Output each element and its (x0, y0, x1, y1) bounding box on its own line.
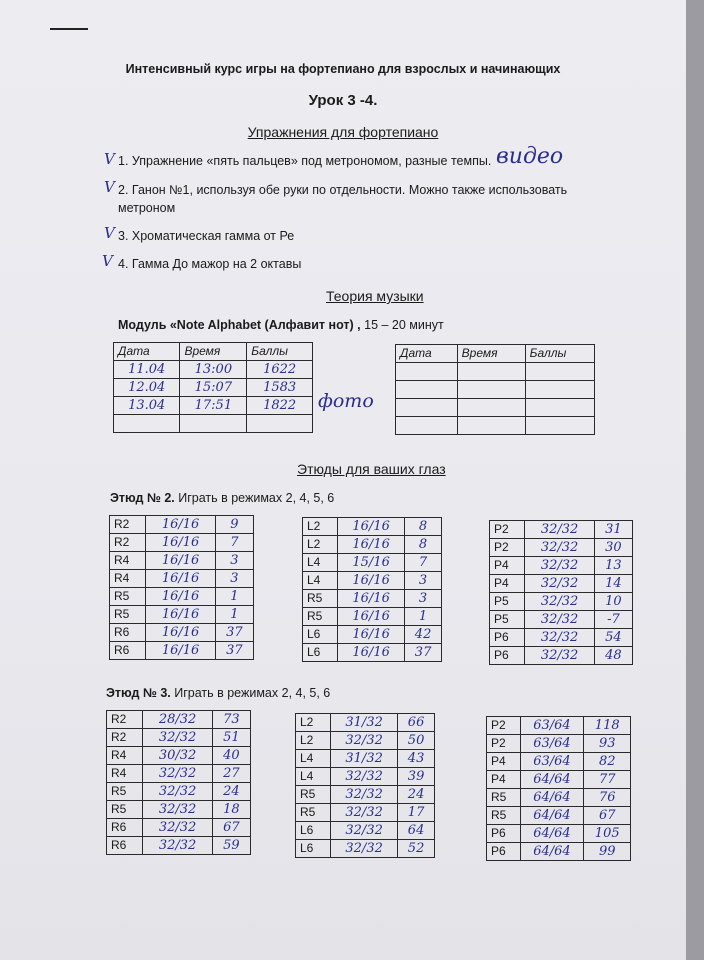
mode-cell: R5 (107, 801, 143, 819)
table-cell: 1622 (247, 361, 313, 379)
accuracy-cell: 16/16 (338, 572, 405, 590)
accuracy-cell: 16/16 (146, 606, 215, 624)
accuracy-cell: 63/64 (520, 735, 584, 753)
table-row (487, 753, 631, 771)
score-cell: 10 (594, 593, 632, 611)
score-cell: 7 (215, 534, 253, 552)
table-row (487, 717, 631, 735)
mode-cell: P2 (490, 539, 525, 557)
score-cell: 77 (584, 771, 631, 789)
table-row (107, 819, 251, 837)
mode-cell: R5 (303, 608, 338, 626)
mode-cell: L4 (303, 554, 338, 572)
mode-cell: P6 (487, 825, 521, 843)
mode-cell: R2 (110, 534, 146, 552)
accuracy-cell: 32/32 (331, 840, 398, 858)
table-cell (396, 417, 458, 435)
score-cell: 30 (594, 539, 632, 557)
theory-score-table-2 (395, 344, 595, 435)
etude-2-table-right-hand (109, 515, 254, 660)
mode-cell: R2 (107, 729, 143, 747)
accuracy-cell: 32/32 (143, 837, 212, 855)
accuracy-cell: 64/64 (520, 789, 584, 807)
accuracy-cell: 64/64 (520, 843, 584, 861)
accuracy-cell: 31/32 (331, 750, 398, 768)
mode-cell: R2 (107, 711, 143, 729)
mode-cell: P5 (490, 611, 525, 629)
score-cell: 99 (584, 843, 631, 861)
score-cell: 3 (215, 552, 253, 570)
table-cell: 13.04 (114, 397, 180, 415)
table-row (487, 771, 631, 789)
mode-cell: R6 (110, 642, 146, 660)
mode-cell: L6 (303, 644, 338, 662)
accuracy-cell: 16/16 (146, 642, 215, 660)
score-cell: 3 (215, 570, 253, 588)
mode-cell: P4 (490, 557, 525, 575)
mode-cell: R4 (110, 570, 146, 588)
mode-cell: L2 (296, 732, 331, 750)
score-cell: 13 (594, 557, 632, 575)
table-row (296, 732, 435, 750)
mode-cell: L2 (303, 518, 338, 536)
score-cell: 37 (215, 642, 253, 660)
accuracy-cell: 15/16 (338, 554, 405, 572)
mode-cell: R4 (107, 765, 143, 783)
mode-cell: R5 (107, 783, 143, 801)
score-cell: 7 (405, 554, 442, 572)
mode-cell: P5 (490, 593, 525, 611)
table-row (107, 711, 251, 729)
table-row (303, 626, 442, 644)
etudes-heading: Этюды для ваших глаз (297, 461, 446, 477)
accuracy-cell: 16/16 (338, 590, 405, 608)
table-row (490, 593, 633, 611)
score-cell: 43 (398, 750, 435, 768)
score-cell: 93 (584, 735, 631, 753)
table-row (487, 807, 631, 825)
table-row (296, 786, 435, 804)
etude-3-table-both-hands (486, 716, 631, 861)
etude-3-title-bold: Этюд № 3. (106, 686, 171, 700)
score-cell: 1 (215, 606, 253, 624)
table-row (490, 539, 633, 557)
exercise-item-4: 4. Гамма До мажор на 2 октавы (118, 257, 302, 271)
accuracy-cell: 32/32 (331, 822, 398, 840)
exercises-heading: Упражнения для фортепиано (247, 124, 439, 140)
table-row (114, 379, 313, 397)
score-cell: 9 (215, 516, 253, 534)
mode-cell: R2 (110, 516, 146, 534)
score-cell: 50 (398, 732, 435, 750)
accuracy-cell: 32/32 (525, 647, 594, 665)
score-cell: 1 (215, 588, 253, 606)
table-row (107, 729, 251, 747)
table-row (396, 417, 595, 435)
accuracy-cell: 32/32 (143, 729, 212, 747)
accuracy-cell: 32/32 (525, 593, 594, 611)
score-cell: 51 (212, 729, 250, 747)
accuracy-cell: 64/64 (520, 825, 584, 843)
table-row (303, 644, 442, 662)
score-cell: 48 (594, 647, 632, 665)
accuracy-cell: 32/32 (331, 804, 398, 822)
etude-2-table-both-hands (489, 520, 633, 665)
exercise-item-2-continued: метроном (118, 201, 176, 215)
accuracy-cell: 32/32 (525, 539, 594, 557)
course-title: Интенсивный курс игры на фортепиано для взрослых и начинающих (125, 62, 561, 76)
table-row (490, 521, 633, 539)
mode-cell: R6 (110, 624, 146, 642)
table-row (303, 518, 442, 536)
score-cell: 64 (398, 822, 435, 840)
accuracy-cell: 16/16 (146, 552, 215, 570)
score-cell: 24 (398, 786, 435, 804)
mode-cell: P6 (487, 843, 521, 861)
mode-cell: L4 (303, 572, 338, 590)
table-row (110, 516, 254, 534)
table-cell (525, 399, 594, 417)
score-cell: 105 (584, 825, 631, 843)
accuracy-cell: 16/16 (146, 588, 215, 606)
accuracy-cell: 28/32 (143, 711, 212, 729)
table-row (303, 536, 442, 554)
mode-cell: R5 (110, 606, 146, 624)
mode-cell: L2 (296, 714, 331, 732)
table-row (396, 381, 595, 399)
accuracy-cell: 32/32 (525, 629, 594, 647)
accuracy-cell: 32/32 (143, 801, 212, 819)
accuracy-cell: 16/16 (338, 536, 405, 554)
score-cell: 1 (405, 608, 442, 626)
checkmark-4: V (102, 252, 113, 270)
accuracy-cell: 63/64 (520, 753, 584, 771)
handwritten-video-note: видео (496, 144, 564, 169)
score-cell: 3 (405, 590, 442, 608)
table-cell: 11.04 (114, 361, 180, 379)
score-cell: 67 (584, 807, 631, 825)
score-cell: 82 (584, 753, 631, 771)
score-cell: 14 (594, 575, 632, 593)
score-cell: 18 (212, 801, 250, 819)
mode-cell: P4 (487, 771, 521, 789)
exercise-item-3: 3. Хроматическая гамма от Ре (118, 229, 295, 243)
accuracy-cell: 32/32 (143, 765, 212, 783)
mode-cell: R4 (110, 552, 146, 570)
table-row (110, 624, 254, 642)
table-row (114, 415, 313, 433)
score-cell: -7 (594, 611, 632, 629)
table-row (487, 735, 631, 753)
table-row (110, 570, 254, 588)
exercise-item-1: 1. Упражнение «пять пальцев» под метрономом, разные темпы. (118, 154, 492, 168)
table-cell: 15:07 (180, 379, 247, 397)
mode-cell: P2 (487, 717, 521, 735)
table-row (107, 765, 251, 783)
mode-cell: R6 (107, 819, 143, 837)
mode-cell: R5 (487, 789, 521, 807)
table-row (107, 783, 251, 801)
mode-cell: R6 (107, 837, 143, 855)
mode-cell: L6 (303, 626, 338, 644)
checkmark-1: V (104, 150, 115, 168)
column-header: Время (457, 345, 525, 363)
table-cell: 1583 (247, 379, 313, 397)
mode-cell: P2 (487, 735, 521, 753)
mode-cell: R5 (303, 590, 338, 608)
accuracy-cell: 16/16 (338, 644, 405, 662)
score-cell: 118 (584, 717, 631, 735)
etude-2-title-modes: Играть в режимах 2, 4, 5, 6 (174, 491, 335, 505)
table-row (303, 590, 442, 608)
table-cell (396, 399, 458, 417)
table-row (303, 554, 442, 572)
table-row (303, 572, 442, 590)
table-cell (114, 415, 180, 433)
table-cell (457, 417, 525, 435)
table-cell (180, 415, 247, 433)
mode-cell: L6 (296, 822, 331, 840)
mode-cell: R5 (487, 807, 521, 825)
table-row (296, 714, 435, 732)
score-cell: 27 (212, 765, 250, 783)
table-row (487, 843, 631, 861)
table-cell (457, 363, 525, 381)
table-row (107, 747, 251, 765)
table-row (110, 606, 254, 624)
module-title (118, 318, 444, 332)
table-cell: 1822 (247, 397, 313, 415)
accuracy-cell: 32/32 (525, 557, 594, 575)
mode-cell: L2 (303, 536, 338, 554)
checkmark-2: V (104, 178, 115, 196)
table-cell (525, 417, 594, 435)
accuracy-cell: 16/16 (146, 534, 215, 552)
accuracy-cell: 32/32 (331, 786, 398, 804)
accuracy-cell: 32/32 (143, 819, 212, 837)
mode-cell: R5 (110, 588, 146, 606)
etude-3-table-right-hand (106, 710, 251, 855)
etude-2-table-left-hand (302, 517, 442, 662)
accuracy-cell: 32/32 (331, 768, 398, 786)
table-row (296, 840, 435, 858)
column-header: Время (180, 343, 247, 361)
table-row (110, 534, 254, 552)
mode-cell: R4 (107, 747, 143, 765)
table-header-row (114, 343, 313, 361)
mode-cell: P6 (490, 647, 525, 665)
table-row (396, 399, 595, 417)
lesson-title: Урок 3 -4. (308, 92, 378, 109)
table-row (487, 789, 631, 807)
exercise-item-2: 2. Ганон №1, используя обе руки по отдельности. Можно также использовать (118, 183, 568, 197)
table-cell (396, 381, 458, 399)
column-header: Баллы (525, 345, 594, 363)
table-row (490, 629, 633, 647)
table-cell (247, 415, 313, 433)
table-row (490, 557, 633, 575)
score-cell: 52 (398, 840, 435, 858)
score-cell: 8 (405, 536, 442, 554)
table-row (296, 822, 435, 840)
etude-2-title-bold: Этюд № 2. (110, 491, 175, 505)
table-row (114, 361, 313, 379)
mode-cell: P2 (490, 521, 525, 539)
theory-score-table-1 (113, 342, 313, 433)
column-header: Дата (114, 343, 180, 361)
table-row (490, 647, 633, 665)
table-row (396, 363, 595, 381)
mode-cell: P4 (487, 753, 521, 771)
score-cell: 39 (398, 768, 435, 786)
theory-heading: Теория музыки (326, 288, 424, 304)
table-row (107, 837, 251, 855)
mode-cell: L4 (296, 768, 331, 786)
table-row (107, 801, 251, 819)
score-cell: 59 (212, 837, 250, 855)
accuracy-cell: 16/16 (146, 570, 215, 588)
staple-mark (50, 28, 88, 30)
handwritten-photo-note: фото (318, 390, 374, 412)
table-cell: 12.04 (114, 379, 180, 397)
table-row (114, 397, 313, 415)
table-cell (525, 381, 594, 399)
score-cell: 67 (212, 819, 250, 837)
table-row (110, 642, 254, 660)
score-cell: 42 (405, 626, 442, 644)
score-cell: 40 (212, 747, 250, 765)
table-row (490, 575, 633, 593)
column-header: Баллы (247, 343, 313, 361)
column-header: Дата (396, 345, 458, 363)
table-row (110, 588, 254, 606)
table-header-row (396, 345, 595, 363)
accuracy-cell: 32/32 (525, 575, 594, 593)
module-title-duration: 15 – 20 минут (360, 318, 444, 332)
score-cell: 37 (405, 644, 442, 662)
etude-3-title (106, 686, 330, 700)
score-cell: 17 (398, 804, 435, 822)
accuracy-cell: 64/64 (520, 771, 584, 789)
mode-cell: P4 (490, 575, 525, 593)
accuracy-cell: 16/16 (338, 518, 405, 536)
table-row (487, 825, 631, 843)
table-row (296, 750, 435, 768)
table-row (296, 768, 435, 786)
mode-cell: P6 (490, 629, 525, 647)
etude-3-table-left-hand (295, 713, 435, 858)
score-cell: 66 (398, 714, 435, 732)
score-cell: 8 (405, 518, 442, 536)
table-cell (457, 399, 525, 417)
table-cell: 17:51 (180, 397, 247, 415)
mode-cell: R5 (296, 786, 331, 804)
table-row (296, 804, 435, 822)
accuracy-cell: 31/32 (331, 714, 398, 732)
etude-3-title-modes: Играть в режимах 2, 4, 5, 6 (170, 686, 331, 700)
accuracy-cell: 16/16 (338, 626, 405, 644)
table-cell (525, 363, 594, 381)
accuracy-cell: 32/32 (525, 521, 594, 539)
table-cell (396, 363, 458, 381)
table-row (303, 608, 442, 626)
table-row (490, 611, 633, 629)
score-cell: 76 (584, 789, 631, 807)
mode-cell: L6 (296, 840, 331, 858)
score-cell: 3 (405, 572, 442, 590)
mode-cell: R5 (296, 804, 331, 822)
etude-2-title (110, 491, 334, 505)
accuracy-cell: 64/64 (520, 807, 584, 825)
table-cell (457, 381, 525, 399)
score-cell: 54 (594, 629, 632, 647)
checkmark-3: V (104, 224, 115, 242)
score-cell: 73 (212, 711, 250, 729)
accuracy-cell: 32/32 (331, 732, 398, 750)
table-cell: 13:00 (180, 361, 247, 379)
accuracy-cell: 30/32 (143, 747, 212, 765)
accuracy-cell: 16/16 (146, 516, 215, 534)
accuracy-cell: 16/16 (338, 608, 405, 626)
table-row (110, 552, 254, 570)
accuracy-cell: 16/16 (146, 624, 215, 642)
score-cell: 31 (594, 521, 632, 539)
accuracy-cell: 32/32 (143, 783, 212, 801)
mode-cell: L4 (296, 750, 331, 768)
score-cell: 24 (212, 783, 250, 801)
accuracy-cell: 63/64 (520, 717, 584, 735)
module-title-bold: Модуль «Note Alphabet (Алфавит нот) , (118, 318, 361, 332)
score-cell: 37 (215, 624, 253, 642)
accuracy-cell: 32/32 (525, 611, 594, 629)
